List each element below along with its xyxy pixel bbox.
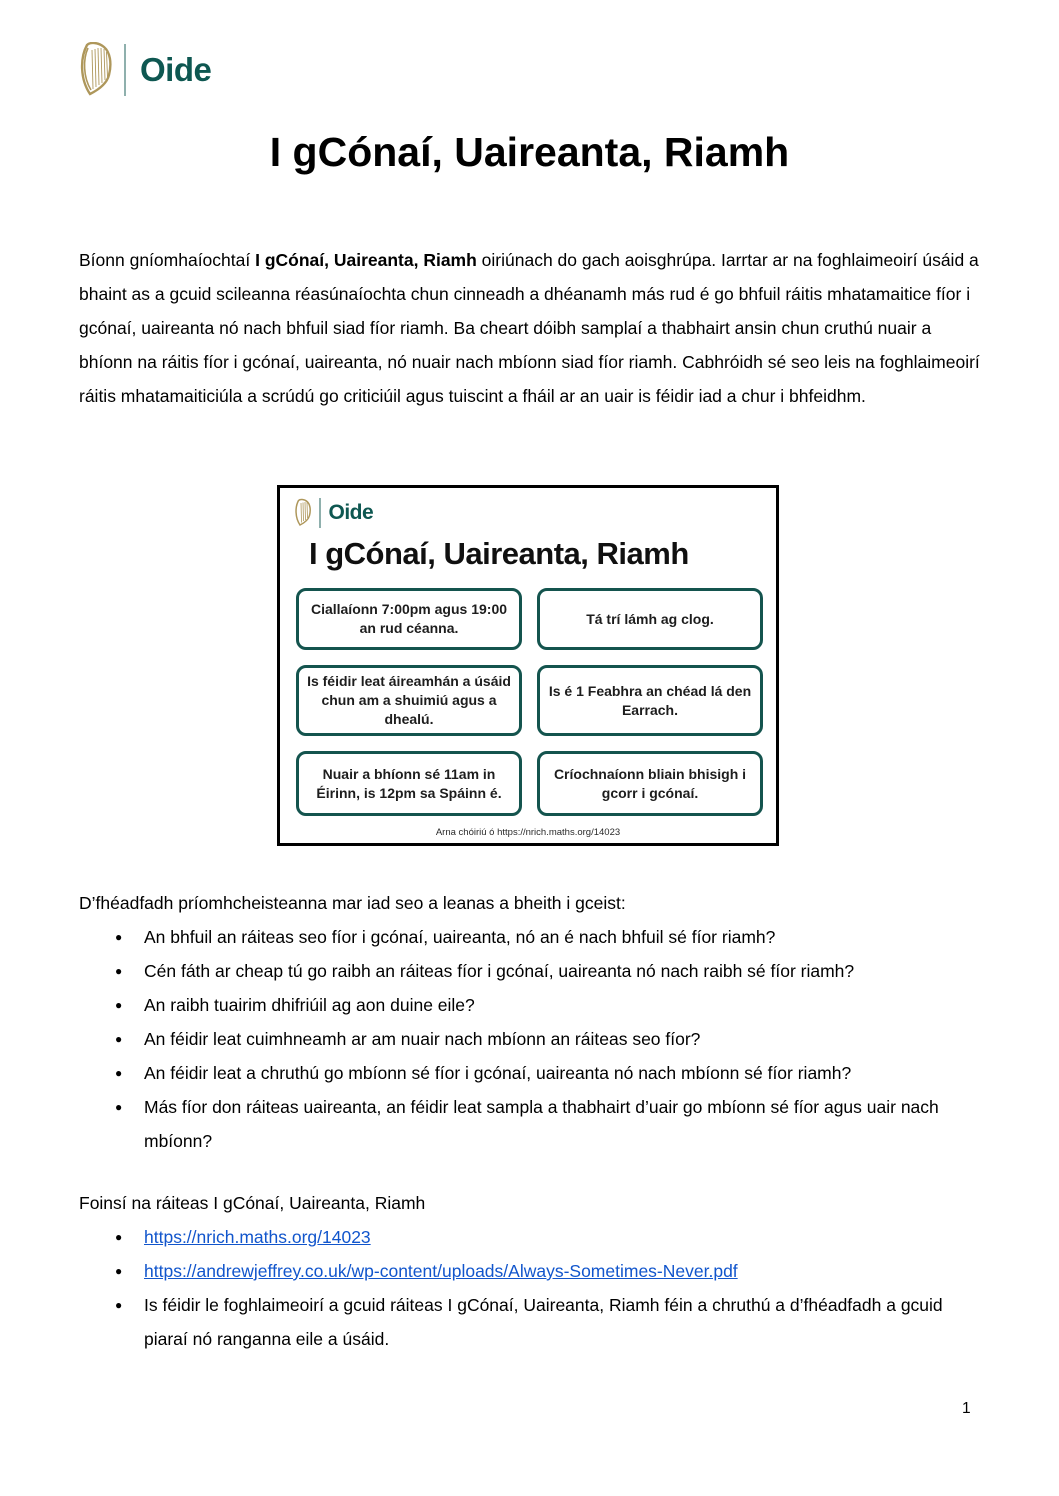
bullet-icon: ● xyxy=(115,1100,123,1114)
question-text: An bhfuil an ráiteas seo fíor i gcónaí, uaireanta, nó an é nach bhfuil sé fíor riamh? xyxy=(144,927,776,947)
bullet-icon: ● xyxy=(115,1298,123,1312)
list-item xyxy=(79,988,989,1022)
intro-paragraph xyxy=(79,243,989,413)
sources-section xyxy=(79,1186,989,1356)
bullet-icon: ● xyxy=(115,964,123,978)
harp-icon xyxy=(76,42,116,98)
questions-section xyxy=(79,886,989,1158)
question-text: Más fíor don ráiteas uaireanta, an féidir leat sampla a thabhairt d’uair go mbíonn sé fíor agus uair nach mbíonn? xyxy=(144,1097,939,1151)
statement-grid xyxy=(296,588,763,816)
card-attribution: Arna chóiriú ó https://nrich.maths.org/14023 xyxy=(435,827,621,838)
intro-text-post: oiriúnach do gach aoisghrúpa. Iarrtar ar na foghlaimeoirí úsáid a bhaint as a gcuid scileanna réasúnaíochta chun cinneadh a dhéanamh más rud é go bhfuil ráitis mhatamaitice fíor i gcónaí, uaireanta nó nach bhfuil siad fíor riamh. Ba cheart dóibh samplaí a thabhairt ansin chun cruthú nuair a bhíonn na ráitis fíor i gcónaí, uaireanta, nó nuair nach mbíonn siad fíor riamh. Cabhróidh sé seo leis na foghlaimeoirí ráitis mhatamaiticiúla a scrúdú go criticiúil agus tuiscint a fháil ar an uair is féidir iad a chur i bhfeidhm. xyxy=(79,250,980,406)
bullet-icon: ● xyxy=(115,1066,123,1080)
bullet-icon: ● xyxy=(115,1264,123,1278)
list-item xyxy=(79,920,989,954)
harp-icon xyxy=(293,498,313,528)
intro-text-pre: Bíonn gníomhaíochtaí xyxy=(79,250,256,270)
question-text: An féidir leat a chruthú go mbíonn sé fíor i gcónaí, uaireanta nó nach mbíonn sé fíor riamh? xyxy=(144,1063,852,1083)
sources-note: Is féidir le foghlaimeoirí a gcuid ráiteas I gCónaí, Uaireanta, Riamh féin a chruthú a d’fhéadfadh a gcuid piaraí nó ranganna eile a úsáid. xyxy=(144,1295,943,1349)
list-item xyxy=(79,1288,989,1356)
card-title: I gCónaí, Uaireanta, Riamh xyxy=(309,536,689,571)
list-item xyxy=(79,1056,989,1090)
logo-divider xyxy=(124,44,126,96)
statement-box: Is féidir leat áireamhán a úsáid chun am a shuimiú agus a dhealú. xyxy=(296,665,522,736)
card-oide-brand-text: Oide xyxy=(328,501,374,524)
sources-list xyxy=(79,1220,989,1356)
list-item xyxy=(79,954,989,988)
intro-text-bold: I gCónaí, Uaireanta, Riamh xyxy=(255,250,477,270)
page-title: I gCónaí, Uaireanta, Riamh xyxy=(269,129,790,175)
bullet-icon: ● xyxy=(115,930,123,944)
questions-list xyxy=(79,920,989,1158)
questions-intro: D’fhéadfadh príomhcheisteanna mar iad seo a leanas a bheith i gceist: xyxy=(79,893,626,913)
statement-box: Is é 1 Feabhra an chéad lá den Earrach. xyxy=(537,665,763,736)
question-text: An raibh tuairim dhifriúil ag aon duine eile? xyxy=(144,995,475,1015)
bullet-icon: ● xyxy=(115,1230,123,1244)
logo-divider xyxy=(319,498,321,528)
statement-box: Nuair a bhíonn sé 11am in Éirinn, is 12pm sa Spáinn é. xyxy=(296,751,522,816)
card-oide-logo xyxy=(293,498,373,528)
statement-box: Ciallaíonn 7:00pm agus 19:00 an rud céanna. xyxy=(296,588,522,650)
list-item xyxy=(79,1022,989,1056)
question-text: Cén fáth ar cheap tú go raibh an ráiteas fíor i gcónaí, uaireanta nó nach raibh sé fíor riamh? xyxy=(144,961,855,981)
list-item xyxy=(79,1090,989,1158)
source-link-andrewjeffrey[interactable]: https://andrewjeffrey.co.uk/wp-content/uploads/Always-Sometimes-Never.pdf xyxy=(144,1261,738,1281)
page-number: 1 xyxy=(962,1400,971,1417)
statement-box: Críochnaíonn bliain bhisigh i gcorr i gcónaí. xyxy=(537,751,763,816)
bullet-icon: ● xyxy=(115,998,123,1012)
question-text: An féidir leat cuimhneamh ar am nuair nach mbíonn an ráiteas seo fíor? xyxy=(144,1029,701,1049)
list-item xyxy=(79,1254,989,1288)
sources-heading: Foinsí na ráiteas I gCónaí, Uaireanta, Riamh xyxy=(79,1193,426,1213)
source-link-nrich[interactable]: https://nrich.maths.org/14023 xyxy=(144,1227,371,1247)
oide-logo xyxy=(76,42,211,98)
bullet-icon: ● xyxy=(115,1032,123,1046)
embedded-activity-card xyxy=(277,485,779,846)
oide-brand-text: Oide xyxy=(140,51,212,88)
statement-box: Tá trí lámh ag clog. xyxy=(537,588,763,650)
list-item xyxy=(79,1220,989,1254)
